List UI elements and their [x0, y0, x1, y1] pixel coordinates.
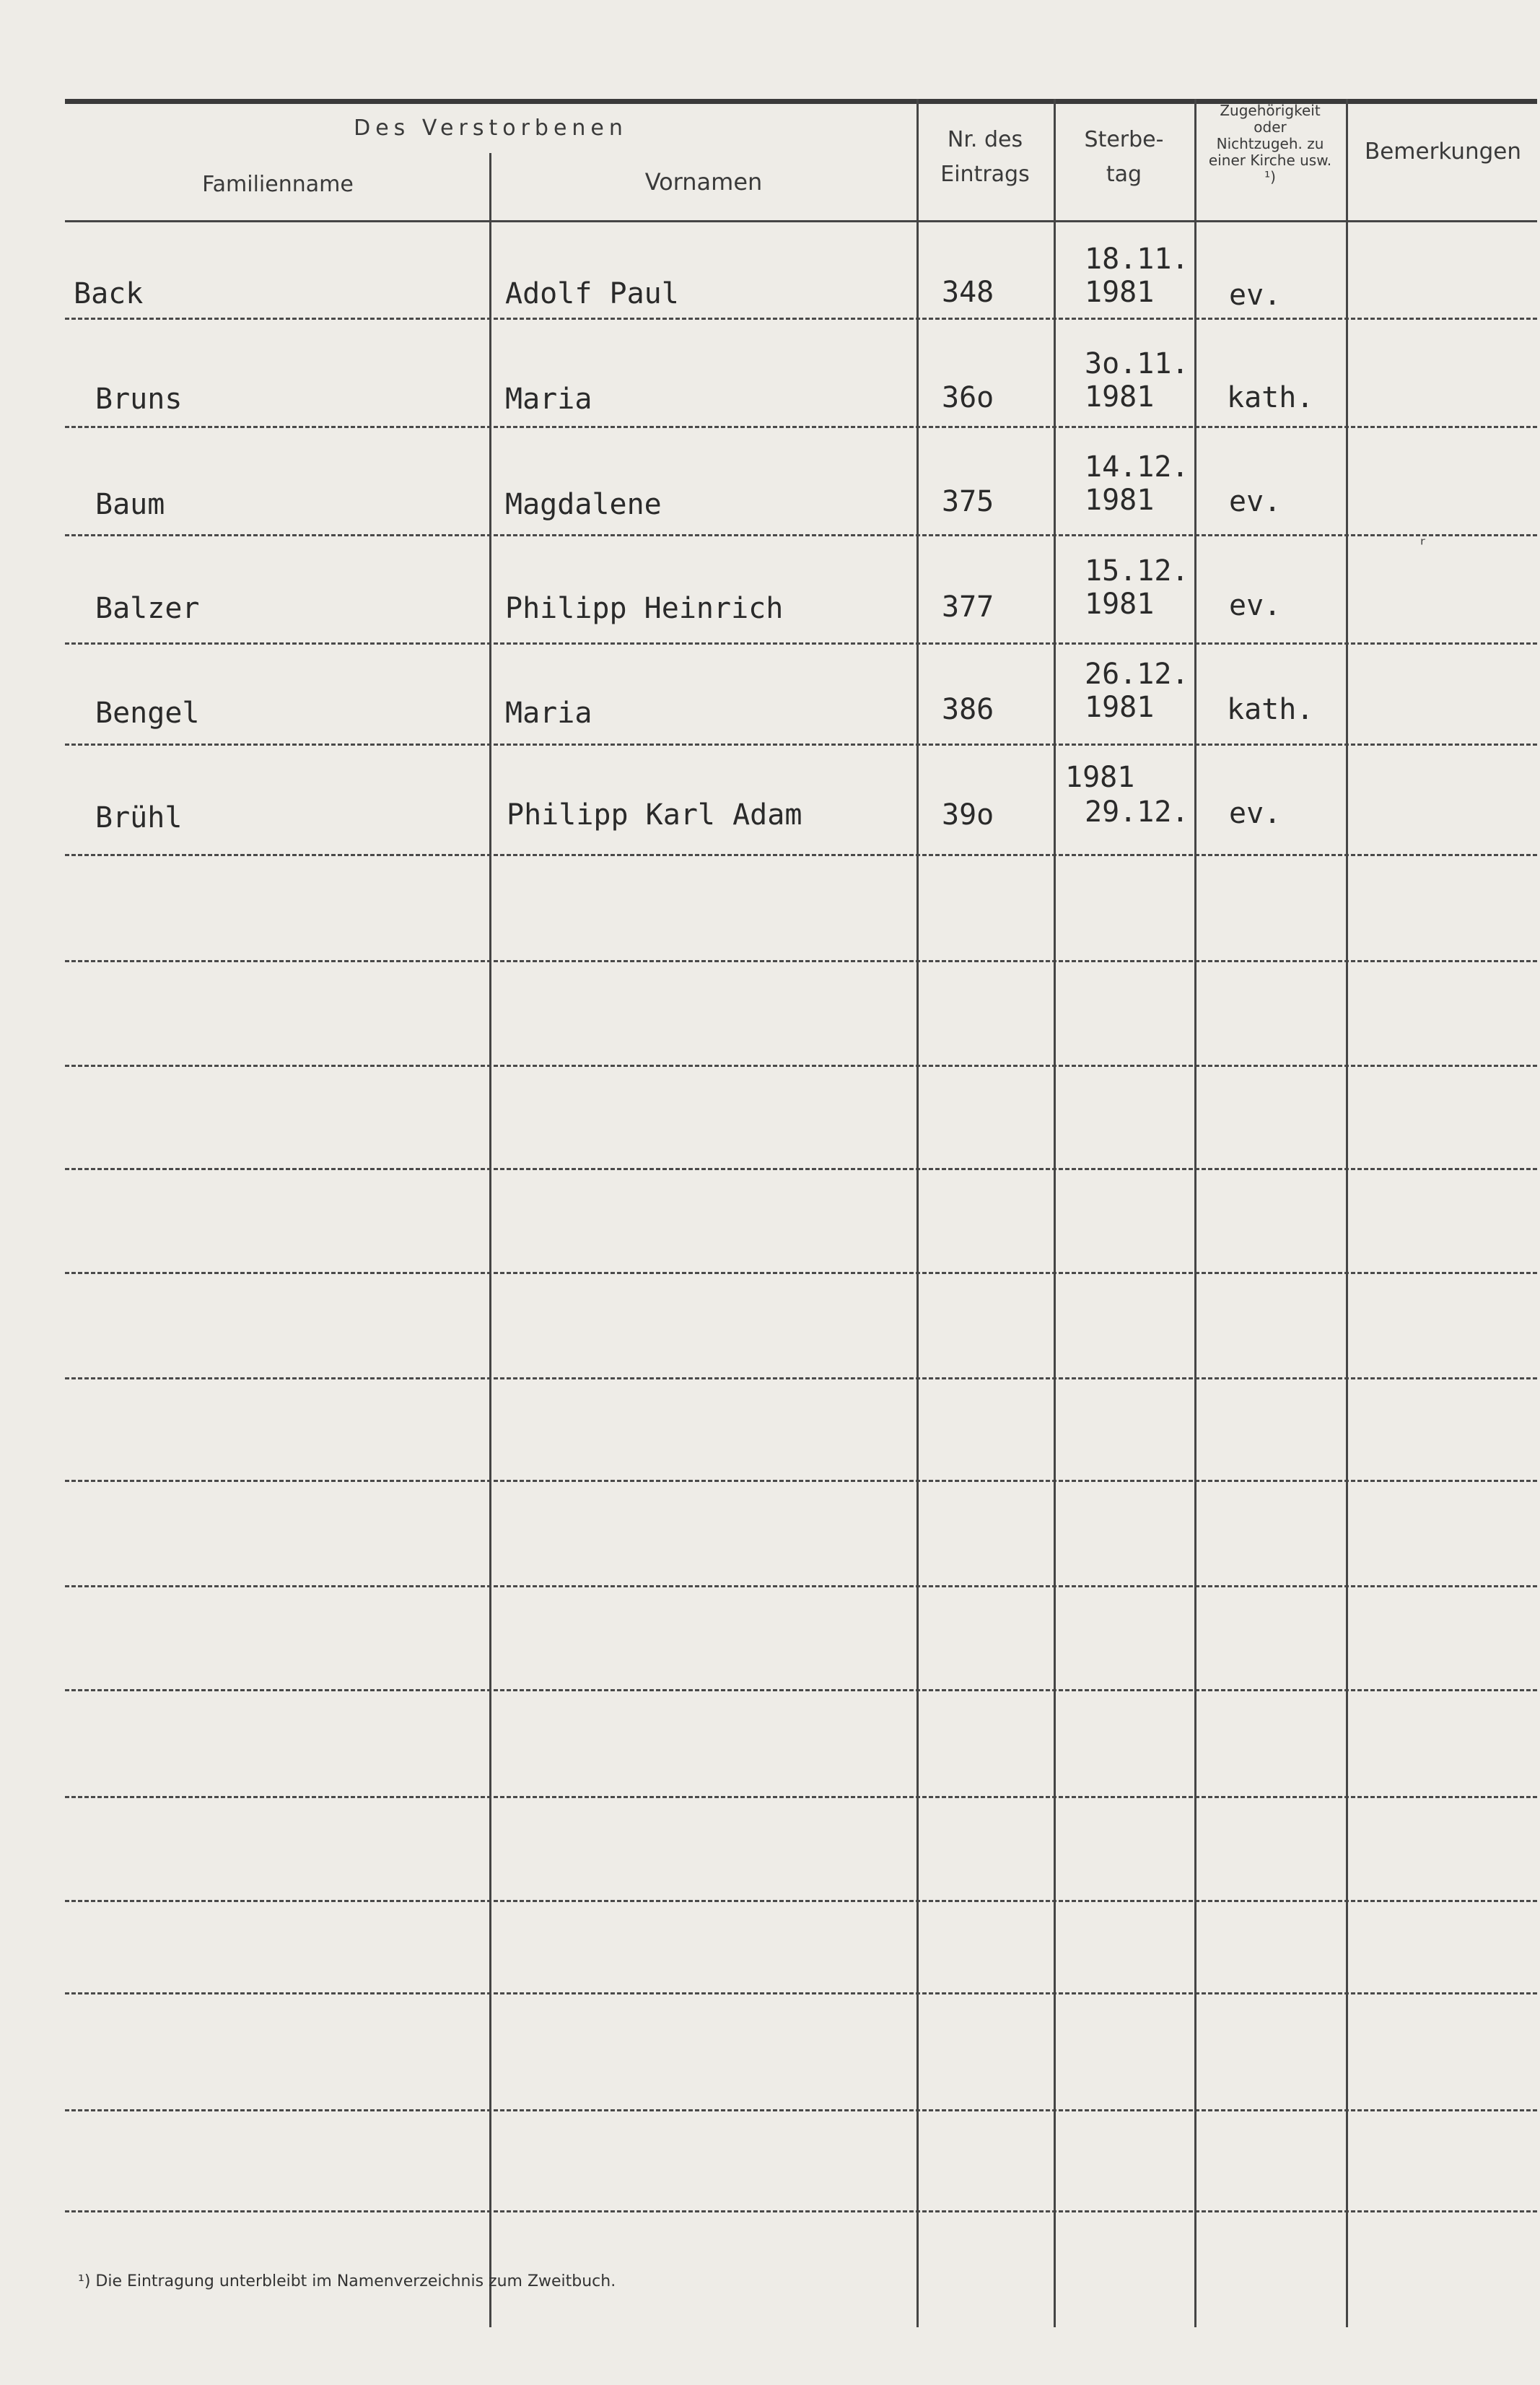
column-divider: [1194, 99, 1196, 2327]
row-divider: [65, 1796, 1537, 1798]
row-date-line1: 1981: [1065, 761, 1135, 794]
row-vornamen: Magdalene: [505, 488, 662, 521]
column-divider: [1346, 99, 1348, 2327]
row-konfession: ev.: [1229, 279, 1282, 312]
row-divider: [65, 1272, 1537, 1274]
row-date-line2: 1981: [1085, 588, 1155, 621]
row-familienname: Bengel: [95, 697, 200, 730]
header-group-label: Des Verstorbenen: [354, 115, 628, 141]
row-divider: [65, 1480, 1537, 1482]
row-familienname: Back: [74, 277, 144, 310]
row-nr: 386: [942, 693, 994, 726]
header-nr-line2: Eintrags: [940, 162, 1030, 187]
row-vornamen: Maria: [505, 383, 592, 416]
header-bottom-border: [65, 220, 1537, 222]
row-divider: [65, 1689, 1537, 1691]
header-sterbe-line2: tag: [1106, 162, 1142, 187]
header-zug-line4: einer Kirche usw.: [1208, 152, 1332, 169]
header-zugehoerigkeit: [1194, 103, 1346, 186]
header-zug-line5: ¹): [1264, 168, 1276, 186]
footnote: ¹) Die Eintragung unterbleibt im Namenverzeichnis zum Zweitbuch.: [78, 2272, 616, 2290]
row-divider: [65, 1065, 1537, 1067]
header-vornamen: Vornamen: [644, 168, 763, 196]
row-date-line2: 29.12.: [1085, 795, 1189, 829]
row-divider: [65, 318, 1537, 320]
row-vornamen: Philipp Karl Adam: [507, 798, 802, 832]
row-konfession: kath.: [1227, 381, 1314, 414]
row-date-line1: 14.12.: [1085, 450, 1189, 484]
row-divider: [65, 1377, 1537, 1379]
row-divider: [65, 1585, 1537, 1587]
row-familienname: Balzer: [95, 592, 200, 625]
header-zug-line1: Zugehörigkeit: [1220, 102, 1321, 119]
row-nr: 348: [942, 276, 994, 309]
column-divider: [916, 99, 919, 2327]
row-divider: [65, 1992, 1537, 1994]
row-divider: [65, 2210, 1537, 2212]
row-familienname: Brühl: [95, 801, 183, 834]
row-nr: 39o: [942, 798, 994, 832]
row-konfession: kath.: [1227, 693, 1314, 726]
header-sterbe-line1: Sterbe-: [1084, 127, 1164, 152]
row-vornamen: Adolf Paul: [505, 277, 679, 310]
row-date-line1: 15.12.: [1085, 554, 1189, 588]
stray-mark: ʳ: [1420, 534, 1425, 556]
row-date-line2: 1981: [1085, 276, 1155, 309]
row-vornamen: Maria: [505, 697, 592, 730]
row-familienname: Baum: [95, 488, 165, 521]
row-date-line1: 26.12.: [1085, 658, 1189, 691]
row-date-line1: 3o.11.: [1085, 347, 1189, 380]
row-konfession: ev.: [1229, 485, 1282, 518]
row-divider: [65, 744, 1537, 746]
header-nr-des-eintrags: [916, 123, 1054, 192]
row-divider: [65, 854, 1537, 856]
header-familienname: Familienname: [202, 172, 354, 197]
row-konfession: ev.: [1229, 797, 1282, 830]
column-divider: [489, 153, 491, 2327]
row-date-line2: 1981: [1085, 380, 1155, 414]
header-sterbetag: [1054, 123, 1194, 192]
row-divider: [65, 426, 1537, 428]
row-nr: 36o: [942, 381, 994, 414]
column-divider: [1054, 99, 1056, 2327]
row-divider: [65, 2109, 1537, 2111]
row-vornamen: Philipp Heinrich: [505, 592, 784, 625]
row-divider: [65, 1168, 1537, 1170]
row-divider: [65, 1900, 1537, 1902]
row-divider: [65, 642, 1537, 645]
header-bemerkungen: Bemerkungen: [1364, 139, 1522, 165]
row-date-line1: 18.11.: [1085, 243, 1189, 276]
row-konfession: ev.: [1229, 589, 1282, 622]
row-familienname: Bruns: [95, 383, 183, 416]
header-zug-line2: oder: [1254, 118, 1287, 136]
header-nr-line1: Nr. des: [947, 127, 1023, 152]
row-date-line2: 1981: [1085, 691, 1155, 724]
row-divider: [65, 960, 1537, 962]
row-divider: [65, 534, 1537, 536]
header-zug-line3: Nichtzugeh. zu: [1216, 135, 1324, 152]
row-nr: 377: [942, 590, 994, 624]
row-date-line2: 1981: [1085, 484, 1155, 517]
row-nr: 375: [942, 485, 994, 518]
